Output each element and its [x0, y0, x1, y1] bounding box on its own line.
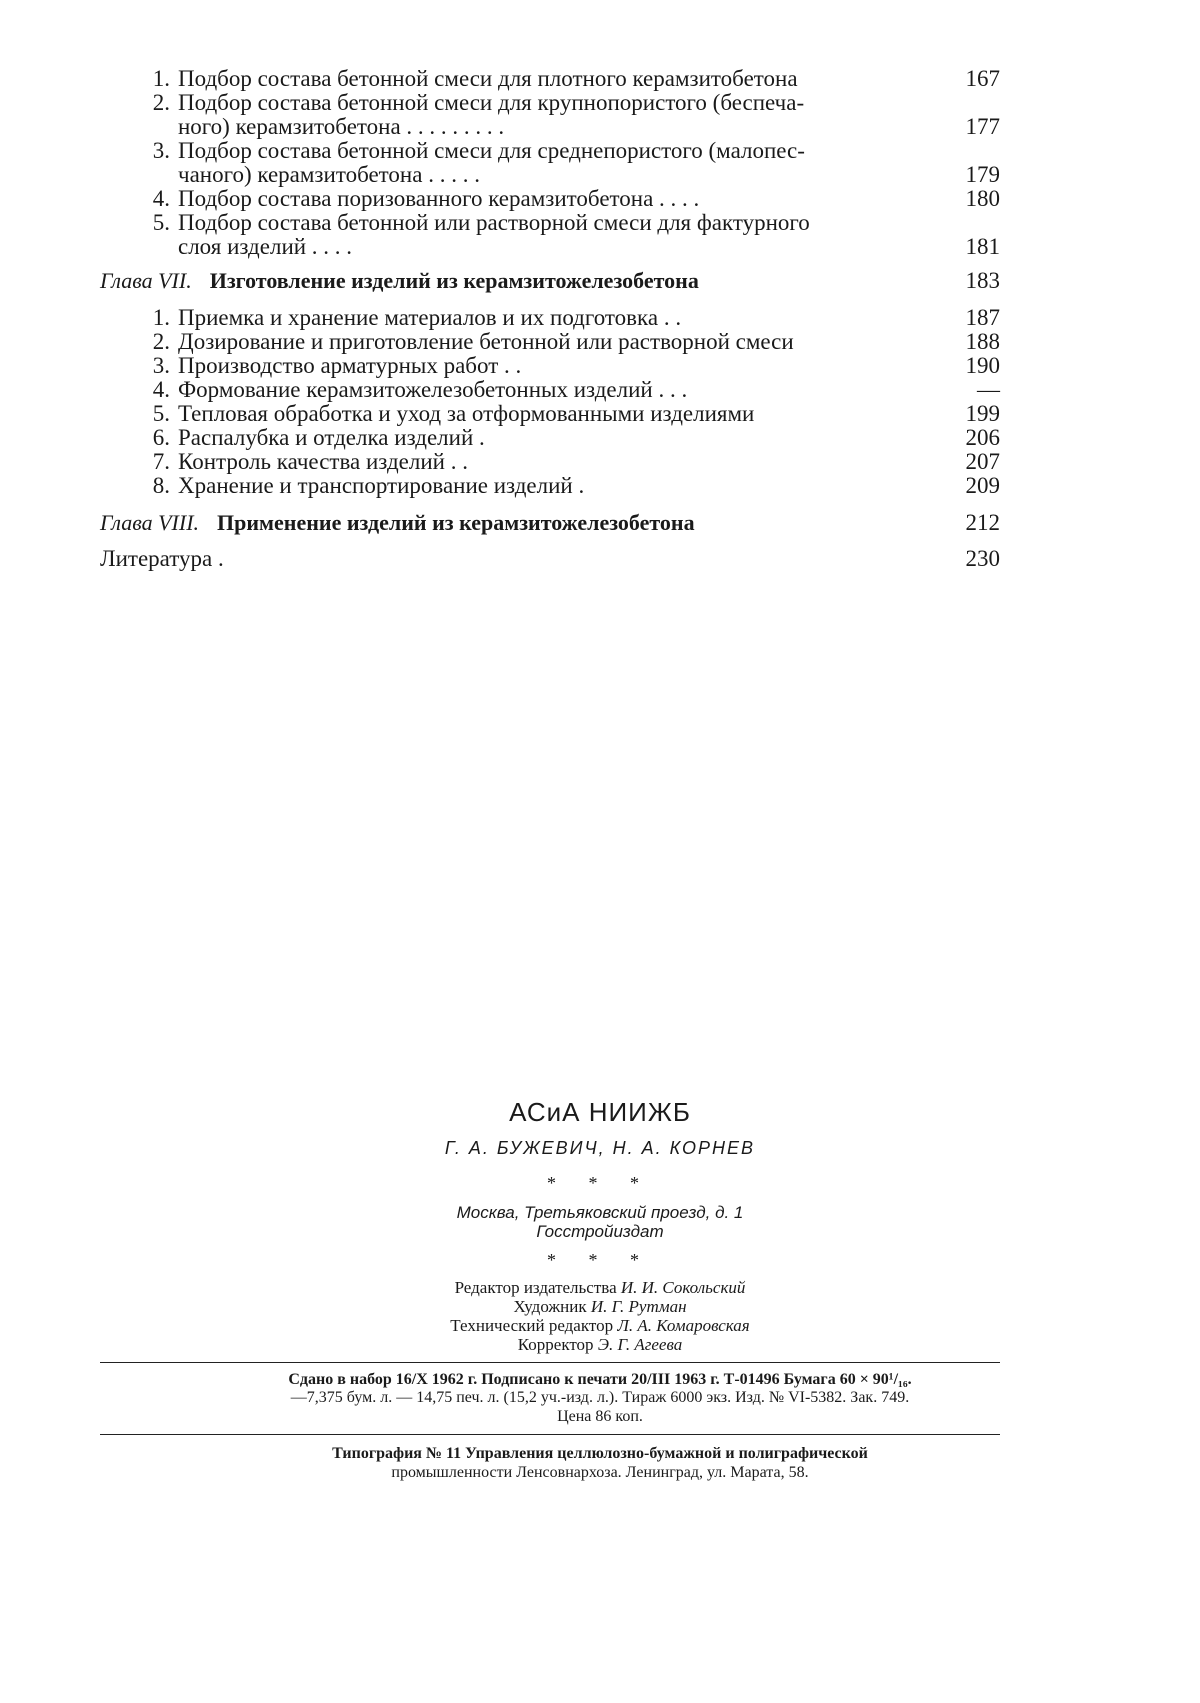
page-number: 230 [965, 546, 1000, 571]
print-details-line: Сдано в набор 16/X 1962 г. Подписано к печати 20/III 1963 г. Т-01496 Бумага 60 × 90¹/₁₆. [288, 1371, 912, 1388]
page-number: 179 [965, 162, 1000, 187]
price: Цена 86 коп. [557, 1408, 643, 1425]
typography-line: Типография № 11 Управления целлюлозно-бумажной и полиграфической [332, 1445, 868, 1462]
print-details-line: —7,375 бум. л. — 14,75 печ. л. (15,2 уч.-изд. л.). Тираж 6000 экз. Изд. № VI-5382. Зак. 749. [290, 1389, 910, 1406]
chapter-title: Применение изделий из керамзитожелезобетона [217, 510, 695, 535]
divider [100, 1362, 1000, 1363]
literature-title: Литература . [100, 546, 224, 571]
page-number: 183 [965, 268, 1000, 293]
page-number: 167 [965, 66, 1000, 91]
staff-line: Технический редактор Л. А. Комаровская [450, 1316, 750, 1335]
imprint-publisher: Госстройиздат [536, 1222, 664, 1241]
page-number: 207 [965, 449, 1000, 474]
staff-line: Корректор Э. Г. Агеева [517, 1335, 683, 1354]
page-number: — [977, 377, 1000, 402]
page-number: 199 [965, 401, 1000, 426]
imprint-staff [0, 1278, 1200, 1354]
staff-line: Редактор издательства И. И. Сокольский [454, 1278, 746, 1297]
toc-item: 3. Подбор состава бетонной смеси для среднепористого (малопес- чаного) керамзитобетона . . . . . 179 [152, 138, 1000, 187]
imprint-stars: * * * [547, 1250, 653, 1270]
imprint-authors: Г. А. БУЖЕВИЧ, Н. А. КОРНЕВ [444, 1138, 756, 1158]
page-number: 212 [965, 510, 1000, 535]
page-number: 188 [965, 329, 1000, 354]
page-number: 180 [965, 186, 1000, 211]
toc-chapter-heading [100, 268, 1000, 294]
page-number: 209 [965, 473, 1000, 498]
toc-chapter-heading [100, 510, 1000, 536]
chapter-title: Изготовление изделий из керамзитожелезобетона [209, 268, 699, 293]
divider [100, 1434, 1000, 1435]
imprint-stars: * * * [547, 1173, 653, 1193]
page-number: 206 [965, 425, 1000, 450]
typography-line: промышленности Ленсовнархоза. Ленинград, ул. Марата, 58. [391, 1464, 809, 1481]
chapter-label: Глава VIII. [100, 510, 200, 535]
staff-line: Художник И. Г. Рутман [513, 1297, 687, 1316]
page-number: 177 [965, 114, 1000, 139]
chapter-label: Глава VII. [100, 268, 192, 293]
toc-item: 2. Подбор состава бетонной смеси для крупнопористого (беспеча- ного) керамзитобетона . . . . . . . . . 177 [152, 90, 1000, 139]
toc-literature [100, 546, 1000, 572]
page-number: 190 [965, 353, 1000, 378]
imprint-org: АСиА НИИЖБ [509, 1097, 691, 1127]
toc-item: 5. Подбор состава бетонной или растворной смеси для фактурного слоя изделий . . . . 181 [152, 210, 1000, 259]
page-number: 187 [965, 305, 1000, 330]
imprint-address: Москва, Третьяковский проезд, д. 1 [456, 1203, 744, 1222]
page-number: 181 [965, 234, 1000, 259]
